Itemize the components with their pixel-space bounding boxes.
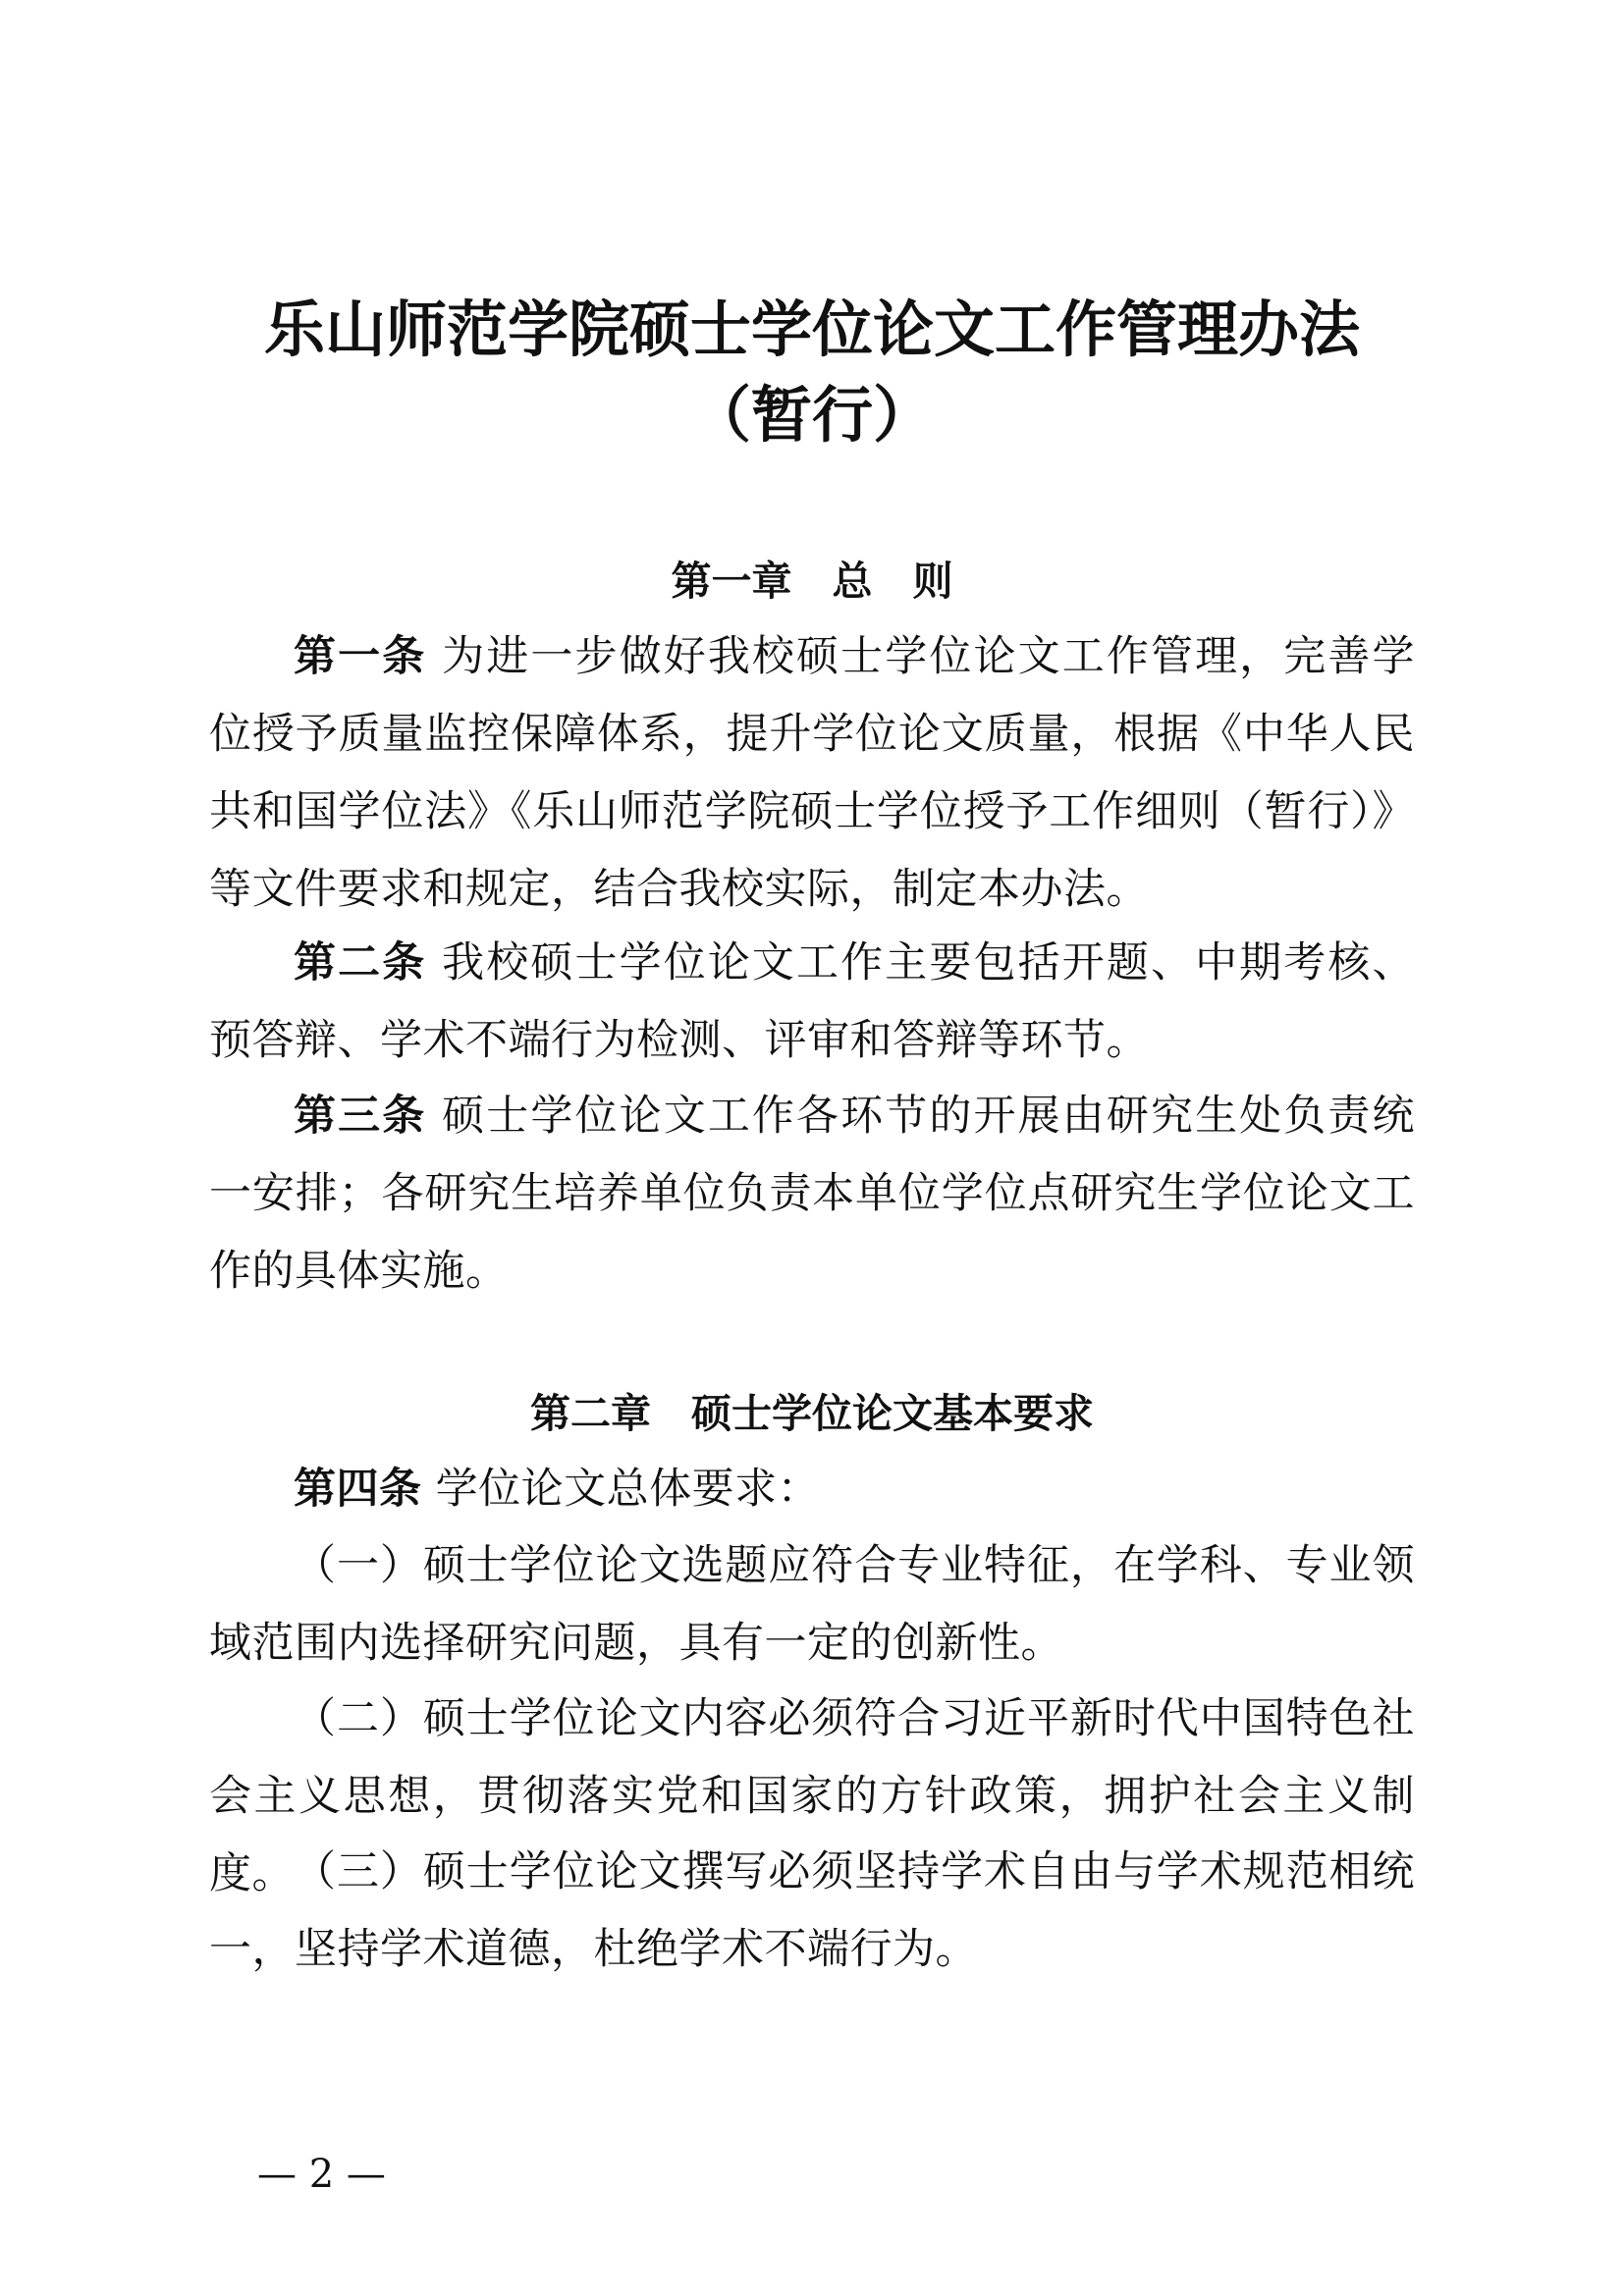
chapter-2-heading: 第二章 硕士学位论文基本要求	[530, 1390, 1094, 1437]
requirement-item-1: （一）硕士学位论文选题应符合专业特征，在学科、专业领域范围内选择研究问题，具有一定的创新性。	[209, 1541, 1415, 1668]
article-1	[209, 618, 1415, 929]
page-number: — 2 —	[257, 2152, 386, 2197]
article-2-text: 我校硕士学位论文工作主要包括开题、中期考核、预答辩、学术不端行为检测、评审和答辩等环节。	[209, 938, 1416, 1065]
requirement-item-2: （二）硕士学位论文内容必须符合习近平新时代中国特色社会主义思想，贯彻落实党和国家的方针政策，拥护社会主义制度。	[209, 1694, 1415, 1898]
article-4	[209, 1451, 1415, 1528]
document-subtitle: （暂行）	[689, 379, 934, 451]
article-2	[209, 925, 1415, 1080]
requirement-item-3: （三）硕士学位论文撰写必须坚持学术自由与学术规范相统一，坚持学术道德，杜绝学术不端行为。	[209, 1847, 1415, 1974]
chapter-1-heading: 第一章 总 则	[671, 558, 953, 605]
article-4-label: 第四条	[294, 1465, 422, 1514]
article-3	[209, 1078, 1415, 1310]
article-3-text: 硕士学位论文工作各环节的开展由研究生处负责统一安排；各研究生培养单位负责本单位学位点研究生学位论文工作的具体实施。	[209, 1092, 1416, 1296]
article-3-label: 第三条	[294, 1092, 427, 1141]
document-title: 乐山师范学院硕士学位论文工作管理办法	[263, 294, 1360, 365]
article-1-text: 为进一步做好我校硕士学位论文工作管理，完善学位授予质量监控保障体系，提升学位论文质量，根据《中华人民共和国学位法》《乐山师范学院硕士学位授予工作细则（暂行）》等文件要求和规定，结合我校实际，制定本办法。	[209, 632, 1416, 914]
article-4-text: 学位论文总体要求：	[435, 1465, 821, 1514]
article-2-label: 第二条	[294, 938, 427, 988]
article-1-label: 第一条	[294, 632, 427, 681]
